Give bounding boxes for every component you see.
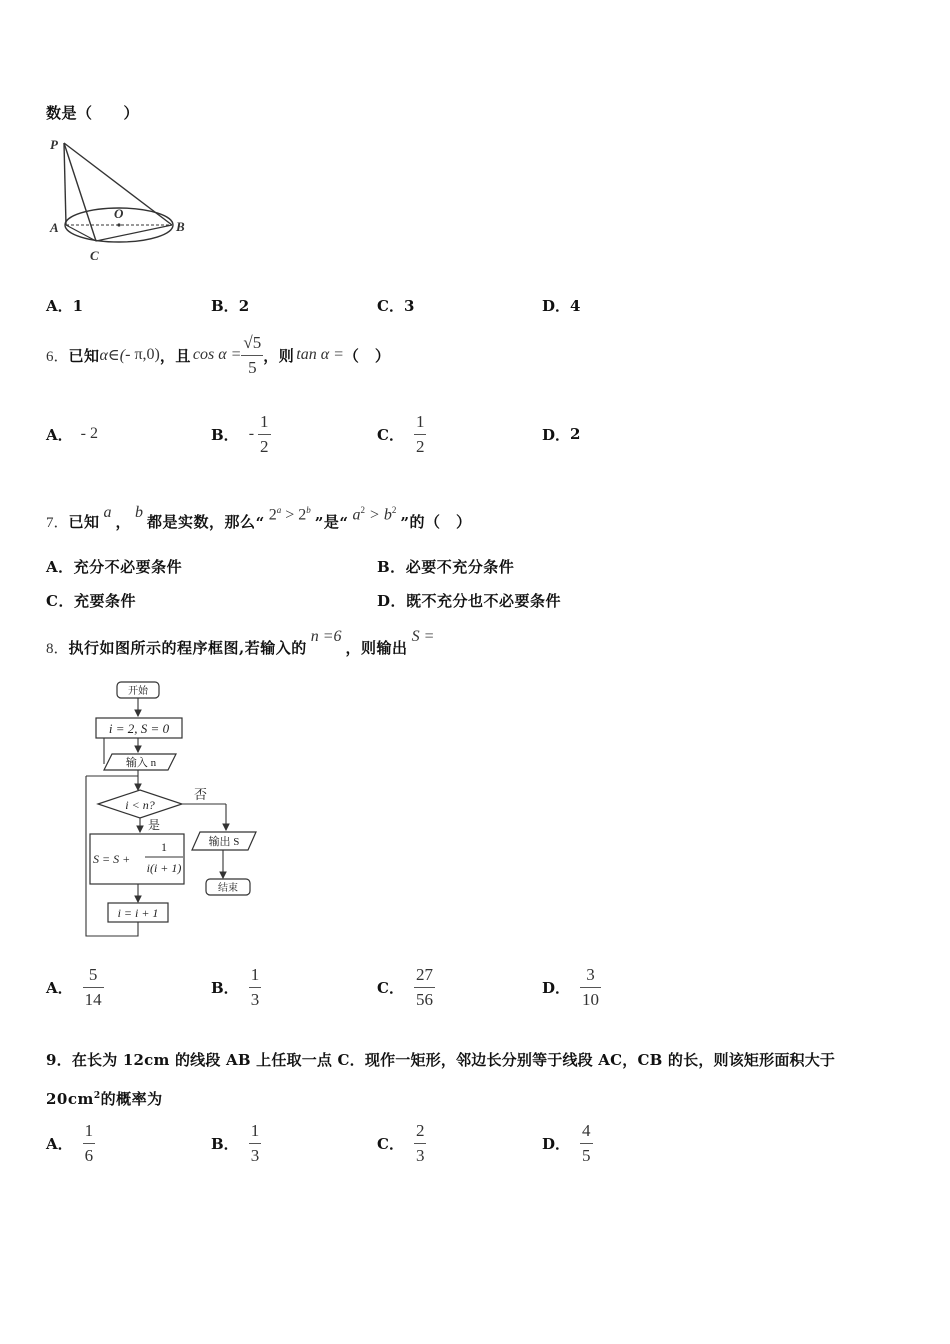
option-letter: B． bbox=[377, 558, 406, 576]
option-letter: B． bbox=[211, 297, 239, 315]
q8-s-eq: S = bbox=[411, 628, 435, 645]
option-value: - 2 bbox=[80, 425, 98, 442]
fraction-numerator: 1 bbox=[415, 411, 425, 431]
option-fraction bbox=[580, 965, 601, 1010]
fraction-numerator: 4 bbox=[582, 1120, 591, 1140]
option-text: 充分不必要条件 bbox=[73, 558, 183, 576]
option-fraction bbox=[414, 1121, 427, 1166]
q9-tail: 的概率为 bbox=[100, 1090, 163, 1108]
flow-end-label: 结束 bbox=[218, 883, 238, 894]
option-text: 充要条件 bbox=[73, 592, 136, 610]
option-letter: D． bbox=[542, 297, 571, 315]
option-text: 必要不充分条件 bbox=[405, 558, 515, 576]
flow-no-label: 否 bbox=[194, 787, 208, 802]
option-text: 既不充分也不必要条件 bbox=[406, 592, 562, 610]
q7-quote-close: ” bbox=[400, 514, 410, 532]
option-letter: D． bbox=[377, 592, 407, 610]
fraction-denominator: 5 bbox=[248, 357, 257, 377]
q7-quote-open: “ bbox=[255, 514, 265, 532]
q8-then-output: ，则输出 bbox=[345, 639, 408, 657]
q7-option-c[interactable] bbox=[46, 590, 136, 611]
option-value: 1 bbox=[72, 297, 84, 315]
answer-bracket: （ ） bbox=[343, 346, 391, 365]
option-value: 4 bbox=[570, 297, 581, 315]
option-letter: A． bbox=[46, 978, 73, 997]
q9-area-value: 20cm bbox=[46, 1090, 94, 1108]
fraction-denominator: 14 bbox=[84, 989, 102, 1009]
q5-option-a[interactable] bbox=[46, 295, 83, 316]
q6-stem bbox=[46, 330, 390, 380]
q9-option-c[interactable] bbox=[377, 1118, 426, 1168]
fraction-denominator: 3 bbox=[250, 1145, 260, 1165]
q5-option-b[interactable] bbox=[211, 295, 249, 316]
option-fraction bbox=[414, 412, 427, 457]
q8-option-b[interactable] bbox=[211, 962, 261, 1012]
flow-init-label: i = 2, S = 0 bbox=[108, 721, 170, 736]
var: a bbox=[352, 506, 361, 523]
q6-close-paren: ) bbox=[154, 346, 160, 363]
q9-option-d[interactable] bbox=[542, 1118, 593, 1168]
q7-stem bbox=[46, 496, 471, 532]
q6-option-d[interactable] bbox=[542, 410, 580, 458]
flow-output-label: 输出 S bbox=[208, 836, 240, 848]
q7-mid-text: 都是实数，那么 bbox=[147, 513, 256, 531]
q6-option-c[interactable] bbox=[377, 410, 426, 458]
option-fraction bbox=[249, 965, 262, 1010]
fraction-numerator: 2 bbox=[415, 1120, 425, 1140]
option-letter: B． bbox=[211, 1134, 239, 1153]
label-o: O bbox=[114, 206, 124, 221]
q6-then: ，则 bbox=[263, 346, 295, 365]
fraction-denominator: 10 bbox=[582, 989, 600, 1009]
option-letter: C． bbox=[377, 1134, 404, 1153]
q5-cone-figure bbox=[44, 135, 194, 265]
q7-option-b[interactable] bbox=[377, 556, 514, 577]
flow-yes-label: 是 bbox=[148, 818, 161, 832]
fraction-numerator: √5 bbox=[243, 332, 262, 352]
flow-increment-label: i = i + 1 bbox=[117, 906, 159, 920]
option-letter: A． bbox=[46, 297, 73, 315]
exponent: a bbox=[276, 504, 282, 515]
q7-known: 已知 bbox=[68, 513, 100, 531]
flow-input-label: 输入 n bbox=[125, 757, 157, 769]
fraction-numerator: 3 bbox=[586, 964, 595, 984]
q9-option-a[interactable] bbox=[46, 1118, 95, 1168]
option-letter: B． bbox=[211, 978, 239, 997]
label-a: A bbox=[50, 220, 59, 235]
q7-condition-2 bbox=[353, 505, 397, 524]
q7-var-b: b bbox=[135, 504, 144, 521]
label-p: P bbox=[50, 137, 58, 152]
fraction-denominator: 3 bbox=[415, 1145, 425, 1165]
q8-option-a[interactable] bbox=[46, 962, 104, 1012]
q7-quote-open: “ bbox=[339, 514, 349, 532]
option-letter: D． bbox=[542, 1134, 571, 1153]
option-letter: B． bbox=[211, 425, 239, 444]
option-letter: C． bbox=[377, 297, 404, 315]
option-letter: A． bbox=[46, 1134, 73, 1153]
option-sign: - bbox=[248, 425, 255, 442]
option-fraction bbox=[83, 1121, 96, 1166]
option-value: 2 bbox=[238, 297, 250, 315]
q6-cos: cos α = bbox=[192, 346, 242, 363]
q6-known: 已知 bbox=[68, 346, 100, 365]
option-letter: D． bbox=[542, 425, 571, 444]
q9-stem-line1: 9．在长为 12cm 的线段 AB 上任取一点 C．现作一矩形，邻边长分别等于线段 AC，CB 的长，则该矩形面积大于 bbox=[46, 1051, 836, 1069]
label-b: B bbox=[176, 219, 185, 234]
q9-area-exponent: 2 bbox=[93, 1091, 101, 1101]
q7-tail: 的（ ） bbox=[409, 513, 472, 531]
flow-decision-label: i < n? bbox=[125, 798, 155, 812]
option-fraction bbox=[414, 965, 435, 1010]
fraction-numerator: 1 bbox=[250, 964, 260, 984]
q6-cos-fraction bbox=[241, 333, 263, 378]
q6-option-b[interactable] bbox=[211, 410, 271, 458]
q5-option-d[interactable] bbox=[542, 295, 580, 316]
flow-assign-num: 1 bbox=[161, 840, 167, 854]
option-letter: C． bbox=[46, 592, 74, 610]
q8-flowchart bbox=[80, 676, 270, 942]
fraction-denominator: 6 bbox=[84, 1145, 94, 1165]
flow-assign-lhs: S = S + bbox=[93, 852, 131, 866]
fraction-numerator: 1 bbox=[260, 411, 269, 431]
question-number: 8． bbox=[46, 641, 69, 657]
option-letter: A． bbox=[46, 425, 73, 444]
q7-comma: ， bbox=[115, 513, 132, 531]
gt-var: > b bbox=[365, 506, 392, 523]
q8-text: 执行如图所示的程序框图,若输入的 bbox=[68, 639, 307, 657]
exponent: b bbox=[306, 504, 311, 515]
q7-option-a[interactable] bbox=[46, 556, 182, 577]
q6-alpha-in: α∈( bbox=[99, 347, 126, 364]
q6-interval: - π,0 bbox=[125, 346, 155, 363]
exponent: 2 bbox=[360, 504, 366, 515]
q8-stem bbox=[46, 622, 434, 658]
fraction-denominator: 56 bbox=[415, 989, 433, 1009]
base: 2 bbox=[268, 506, 277, 523]
label-c: C bbox=[90, 248, 99, 263]
option-value: 2 bbox=[570, 425, 581, 443]
q9-stem-line2 bbox=[46, 1088, 163, 1109]
fraction-denominator: 2 bbox=[260, 436, 269, 456]
q7-is: 是 bbox=[323, 513, 340, 531]
question-number: 6． bbox=[46, 348, 69, 365]
option-fraction bbox=[249, 1121, 262, 1166]
q7-var-a: a bbox=[103, 504, 112, 521]
fraction-denominator: 3 bbox=[250, 989, 260, 1009]
option-fraction bbox=[83, 965, 104, 1010]
q8-option-c[interactable] bbox=[377, 962, 435, 1012]
option-letter: A． bbox=[46, 558, 74, 576]
q6-option-a[interactable] bbox=[46, 410, 98, 458]
option-fraction bbox=[580, 1121, 593, 1166]
fraction-denominator: 5 bbox=[582, 1145, 591, 1165]
q8-option-d[interactable] bbox=[542, 962, 601, 1012]
option-letter: C． bbox=[377, 425, 404, 444]
q7-quote-close: ” bbox=[314, 514, 324, 532]
option-fraction bbox=[258, 412, 271, 457]
flow-assign-den: i(i + 1) bbox=[146, 861, 182, 875]
q6-tan: tan α = bbox=[296, 346, 344, 363]
fraction-numerator: 27 bbox=[415, 964, 433, 984]
gt-base: > 2 bbox=[281, 506, 307, 523]
q8-n-eq: n =6 bbox=[310, 628, 342, 645]
exponent: 2 bbox=[391, 504, 397, 515]
q9-option-b[interactable] bbox=[211, 1118, 261, 1168]
q7-option-d[interactable] bbox=[377, 590, 561, 611]
fraction-numerator: 1 bbox=[84, 1120, 94, 1140]
fraction-numerator: 1 bbox=[250, 1120, 260, 1140]
fraction-numerator: 5 bbox=[88, 964, 98, 984]
q5-stem-tail: 数是（ ） bbox=[46, 104, 140, 122]
option-letter: C． bbox=[377, 978, 404, 997]
fraction-denominator: 2 bbox=[415, 436, 425, 456]
q7-condition-1 bbox=[269, 505, 311, 524]
flow-start-label: 开始 bbox=[128, 686, 148, 697]
q5-option-c[interactable] bbox=[377, 295, 414, 316]
question-number: 7． bbox=[46, 515, 69, 531]
q6-and: ，且 bbox=[159, 346, 191, 365]
option-value: 3 bbox=[403, 297, 415, 315]
option-letter: D． bbox=[542, 978, 571, 997]
